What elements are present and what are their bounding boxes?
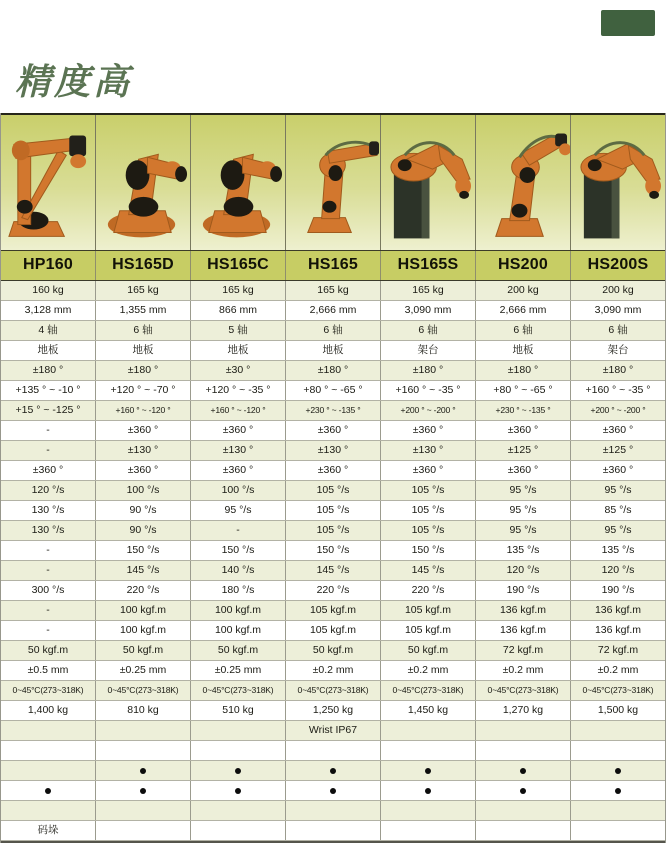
spec-cell: +200 ° ~ -200 °: [381, 401, 476, 420]
spec-cell: 145 °/s: [96, 561, 191, 580]
spec-cell: 100 kgf.m: [191, 601, 286, 620]
spec-cell: ±0.2 mm: [597, 664, 639, 676]
spec-row: [1, 761, 665, 781]
spec-cell: 130 °/s: [1, 521, 96, 540]
spec-cell: 90 °/s: [96, 501, 191, 520]
spec-cell: ±360 °: [286, 461, 381, 480]
feature-dot: [140, 788, 146, 794]
spec-cell: 200 kg: [602, 284, 634, 296]
spec-cell: ±360 °: [381, 461, 476, 480]
feature-dot: [425, 788, 431, 794]
spec-cell: 1,450 kg: [381, 701, 476, 720]
spec-cell: [1, 761, 96, 780]
spec-cell: [571, 801, 665, 820]
spec-cell: -: [1, 621, 96, 640]
spec-cell: [286, 741, 381, 760]
spec-cell: 5 轴: [191, 321, 286, 340]
spec-cell: Wrist IP67: [286, 721, 381, 740]
spec-cell: [286, 821, 381, 840]
spec-cell: 135 °/s: [476, 541, 571, 560]
spec-cell: +135 ° ~ -10 °: [1, 381, 96, 400]
spec-cell: +160 ° ~ -120 °: [96, 401, 191, 420]
spec-row: [1, 481, 665, 501]
spec-cell: 105 °/s: [286, 521, 381, 540]
spec-row: [1, 561, 665, 581]
spec-cell: ±130 °: [381, 441, 476, 460]
spec-cell: 2,666 mm: [476, 301, 571, 320]
spec-row: [1, 701, 665, 721]
spec-cell: +230 ° ~ -135 °: [286, 401, 381, 420]
spec-cell: [571, 741, 665, 760]
spec-cell: +160 ° ~ -35 °: [585, 384, 651, 396]
spec-cell: 140 °/s: [191, 561, 286, 580]
spec-row: [1, 501, 665, 521]
spec-cell: -: [1, 541, 96, 560]
spec-row: [1, 601, 665, 621]
spec-cell: 1,355 mm: [96, 301, 191, 320]
spec-cell: [1, 781, 96, 800]
spec-cell: 0~45°C(273~318K): [286, 681, 381, 700]
spec-cell: [96, 761, 191, 780]
spec-cell: 300 °/s: [1, 581, 96, 600]
spec-row: [1, 661, 665, 681]
spec-cell: [476, 801, 571, 820]
spec-cell: [96, 741, 191, 760]
spec-cell: ±125 °: [476, 441, 571, 460]
spec-cell: 190 °/s: [476, 581, 571, 600]
spec-cell: 100 °/s: [191, 481, 286, 500]
spec-cell: +160 ° ~ -35 °: [381, 381, 476, 400]
spec-cell: 100 kgf.m: [96, 621, 191, 640]
spec-cell: [476, 821, 571, 840]
spec-cell: [381, 741, 476, 760]
spec-cell: -: [1, 441, 96, 460]
spec-cell: 地板: [191, 341, 286, 360]
spec-cell: 105 kgf.m: [381, 601, 476, 620]
robot-hs165-image: [286, 115, 381, 250]
spec-cell: 85 °/s: [604, 504, 632, 516]
spec-cell: 120 °/s: [476, 561, 571, 580]
feature-dot: [615, 788, 621, 794]
feature-dot: [330, 788, 336, 794]
spec-row: [1, 381, 665, 401]
robot-hp160-image: [1, 115, 96, 250]
spec-cell: [286, 781, 381, 800]
robot-spec-table: [0, 113, 666, 843]
feature-dot: [45, 788, 51, 794]
spec-cell: 0~45°C(273~318K): [476, 681, 571, 700]
spec-cell: 3,090 mm: [594, 304, 642, 316]
feature-dot: [235, 788, 241, 794]
spec-row: [1, 741, 665, 761]
spec-cell: ±360 °: [602, 464, 634, 476]
spec-cell: +120 ° ~ -35 °: [191, 381, 286, 400]
spec-cell: ±360 °: [191, 421, 286, 440]
spec-cell: ±0.5 mm: [1, 661, 96, 680]
spec-cell: [381, 801, 476, 820]
spec-cell: ±180 °: [476, 361, 571, 380]
spec-cell: ±360 °: [96, 421, 191, 440]
spec-cell: 地板: [286, 341, 381, 360]
spec-cell: 地板: [96, 341, 191, 360]
spec-cell: [96, 801, 191, 820]
spec-cell: 95 °/s: [604, 484, 632, 496]
spec-cell: ±180 °: [1, 361, 96, 380]
spec-cell: 220 °/s: [381, 581, 476, 600]
spec-cell: 100 kgf.m: [191, 621, 286, 640]
spec-cell: 810 kg: [96, 701, 191, 720]
spec-cell: 200 kg: [476, 281, 571, 300]
spec-cell: [381, 721, 476, 740]
spec-cell: +80 ° ~ -65 °: [286, 381, 381, 400]
feature-dot: [615, 768, 621, 774]
spec-cell: 72 kgf.m: [597, 644, 639, 656]
spec-cell: 136 kgf.m: [476, 621, 571, 640]
spec-cell: 50 kgf.m: [286, 641, 381, 660]
spec-cell: 165 kg: [96, 281, 191, 300]
spec-cell: 136 kgf.m: [476, 601, 571, 620]
spec-cell: 100 °/s: [96, 481, 191, 500]
spec-cell: 150 °/s: [96, 541, 191, 560]
spec-cell: 95 °/s: [476, 501, 571, 520]
spec-cell: ±30 °: [191, 361, 286, 380]
spec-cell: ±360 °: [602, 424, 634, 436]
robot-hs200-image: [476, 115, 571, 250]
spec-cell: 95 °/s: [476, 521, 571, 540]
feature-dot: [140, 768, 146, 774]
spec-cell: 95 °/s: [191, 501, 286, 520]
spec-row: [1, 641, 665, 661]
spec-cell: 0~45°C(273~318K): [191, 681, 286, 700]
spec-row: [1, 621, 665, 641]
spec-cell: +80 ° ~ -65 °: [476, 381, 571, 400]
page-title: 精度高: [15, 62, 133, 103]
spec-cell: +230 ° ~ -135 °: [476, 401, 571, 420]
spec-cell: [286, 761, 381, 780]
robot-hs165d-image: [96, 115, 191, 250]
spec-cell: 1,270 kg: [476, 701, 571, 720]
robot-hs200s-image: [571, 115, 665, 250]
spec-cell: 105 °/s: [381, 481, 476, 500]
spec-cell: 220 °/s: [286, 581, 381, 600]
spec-cell: 105 °/s: [381, 521, 476, 540]
spec-cell: -: [1, 601, 96, 620]
spec-cell: 150 °/s: [286, 541, 381, 560]
spec-row: [1, 341, 665, 361]
spec-cell: 50 kgf.m: [381, 641, 476, 660]
spec-row: [1, 521, 665, 541]
spec-cell: 145 °/s: [381, 561, 476, 580]
spec-cell: [1, 741, 96, 760]
spec-cell: 地板: [1, 341, 96, 360]
spec-cell: 136 kgf.m: [594, 604, 642, 616]
spec-cell: [1, 721, 96, 740]
spec-cell: ±125 °: [602, 444, 634, 456]
spec-row: [1, 281, 665, 301]
feature-dot: [235, 768, 241, 774]
spec-cell: 6 轴: [608, 324, 628, 336]
spec-cell: ±130 °: [191, 441, 286, 460]
spec-cell: ±360 °: [381, 421, 476, 440]
feature-dot: [425, 768, 431, 774]
spec-cell: 90 °/s: [96, 521, 191, 540]
spec-cell: [381, 761, 476, 780]
spec-cell: +160 ° ~ -120 °: [191, 401, 286, 420]
spec-cell: 190 °/s: [601, 584, 635, 596]
spec-cell: [381, 821, 476, 840]
feature-dot: [520, 788, 526, 794]
spec-cell: ±180 °: [286, 361, 381, 380]
spec-cell: [476, 721, 571, 740]
model-header-hp160: HP160: [1, 251, 96, 280]
spec-cell: +200 ° ~ -200 °: [590, 405, 646, 415]
spec-cell: [191, 821, 286, 840]
spec-cell: 6 轴: [381, 321, 476, 340]
model-header-hs165: HS165: [286, 251, 381, 280]
robot-image-band: [1, 113, 665, 250]
spec-cell: 6 轴: [286, 321, 381, 340]
spec-cell: 6 轴: [96, 321, 191, 340]
table-bottom-border: [1, 841, 665, 843]
spec-cell: 1,400 kg: [1, 701, 96, 720]
spec-cell: 165 kg: [191, 281, 286, 300]
model-header-row: [1, 250, 665, 281]
spec-cell: ±360 °: [286, 421, 381, 440]
spec-cell: [476, 761, 571, 780]
spec-cell: 120 °/s: [1, 481, 96, 500]
spec-cell: 150 °/s: [381, 541, 476, 560]
spec-cell: 105 kgf.m: [381, 621, 476, 640]
spec-row: [1, 361, 665, 381]
spec-cell: 100 kgf.m: [96, 601, 191, 620]
spec-cell: ±360 °: [1, 461, 96, 480]
spec-row: [1, 821, 665, 841]
spec-cell: ±0.2 mm: [381, 661, 476, 680]
spec-row: [1, 421, 665, 441]
spec-row: [1, 321, 665, 341]
spec-cell: 1,500 kg: [597, 704, 639, 716]
model-header-hs200: HS200: [476, 251, 571, 280]
spec-cell: -: [1, 561, 96, 580]
spec-cell: ±0.25 mm: [96, 661, 191, 680]
corner-accent-tag: [601, 10, 655, 36]
spec-cell: 3,128 mm: [1, 301, 96, 320]
spec-cell: [571, 781, 665, 800]
spec-cell: 105 kgf.m: [286, 621, 381, 640]
spec-cell: 135 °/s: [601, 544, 635, 556]
spec-cell: [191, 761, 286, 780]
spec-cell: 105 °/s: [286, 481, 381, 500]
spec-cell: [571, 721, 665, 740]
spec-cell: 105 °/s: [381, 501, 476, 520]
spec-cell: [476, 741, 571, 760]
feature-dot: [520, 768, 526, 774]
spec-cell: ±0.2 mm: [286, 661, 381, 680]
spec-cell: 0~45°C(273~318K): [381, 681, 476, 700]
spec-cell: 3,090 mm: [381, 301, 476, 320]
spec-cell: 145 °/s: [286, 561, 381, 580]
spec-cell: ±0.2 mm: [476, 661, 571, 680]
spec-row: [1, 681, 665, 701]
spec-cell: [191, 781, 286, 800]
spec-cell: 136 kgf.m: [594, 624, 642, 636]
spec-cell: 180 °/s: [191, 581, 286, 600]
model-header-hs165c: HS165C: [191, 251, 286, 280]
spec-cell: 50 kgf.m: [191, 641, 286, 660]
spec-cell: ±360 °: [476, 421, 571, 440]
spec-cell: ±180 °: [602, 364, 634, 376]
spec-cell: -: [191, 521, 286, 540]
spec-cell: 2,666 mm: [286, 301, 381, 320]
model-header-hs165d: HS165D: [96, 251, 191, 280]
spec-cell: 0~45°C(273~318K): [582, 685, 654, 695]
spec-cell: 95 °/s: [604, 524, 632, 536]
spec-rows: [1, 281, 665, 841]
spec-row: [1, 581, 665, 601]
spec-row: [1, 801, 665, 821]
spec-cell: ±180 °: [96, 361, 191, 380]
spec-cell: [476, 781, 571, 800]
spec-cell: -: [1, 421, 96, 440]
spec-cell: [191, 741, 286, 760]
spec-cell: [96, 781, 191, 800]
spec-row: [1, 461, 665, 481]
spec-cell: 160 kg: [1, 281, 96, 300]
spec-cell: ±130 °: [286, 441, 381, 460]
spec-cell: [191, 721, 286, 740]
spec-cell: [96, 721, 191, 740]
spec-cell: ±0.25 mm: [191, 661, 286, 680]
spec-cell: 架台: [381, 341, 476, 360]
spec-cell: 105 kgf.m: [286, 601, 381, 620]
spec-cell: ±360 °: [96, 461, 191, 480]
spec-cell: 165 kg: [286, 281, 381, 300]
spec-cell: [1, 801, 96, 820]
spec-cell: +120 ° ~ -70 °: [96, 381, 191, 400]
robot-hs165c-image: [191, 115, 286, 250]
spec-cell: ±130 °: [96, 441, 191, 460]
spec-cell: [191, 801, 286, 820]
spec-cell: 0~45°C(273~318K): [1, 681, 96, 700]
spec-cell: 50 kgf.m: [96, 641, 191, 660]
spec-row: [1, 401, 665, 421]
spec-cell: 72 kgf.m: [476, 641, 571, 660]
spec-cell: ±180 °: [381, 361, 476, 380]
spec-cell: [286, 801, 381, 820]
feature-dot: [330, 768, 336, 774]
spec-cell: 220 °/s: [96, 581, 191, 600]
spec-cell: 6 轴: [476, 321, 571, 340]
spec-cell: [571, 761, 665, 780]
spec-cell: 510 kg: [191, 701, 286, 720]
spec-cell: [571, 821, 665, 840]
spec-cell: 码垛: [1, 821, 96, 840]
spec-row: [1, 441, 665, 461]
spec-cell: 866 mm: [191, 301, 286, 320]
spec-cell: 地板: [476, 341, 571, 360]
spec-cell: 105 °/s: [286, 501, 381, 520]
spec-cell: 165 kg: [381, 281, 476, 300]
spec-cell: ±360 °: [476, 461, 571, 480]
spec-cell: 1,250 kg: [286, 701, 381, 720]
spec-cell: 95 °/s: [476, 481, 571, 500]
spec-cell: 120 °/s: [601, 564, 635, 576]
spec-cell: 0~45°C(273~318K): [96, 681, 191, 700]
spec-row: [1, 301, 665, 321]
spec-row: [1, 721, 665, 741]
spec-cell: 130 °/s: [1, 501, 96, 520]
spec-cell: 4 轴: [1, 321, 96, 340]
model-header-hs165s: HS165S: [381, 251, 476, 280]
spec-cell: [381, 781, 476, 800]
spec-cell: 150 °/s: [191, 541, 286, 560]
spec-row: [1, 781, 665, 801]
spec-cell: 架台: [607, 344, 629, 356]
spec-cell: +15 ° ~ -125 °: [1, 401, 96, 420]
spec-cell: ±360 °: [191, 461, 286, 480]
spec-cell: [96, 821, 191, 840]
robot-hs165s-image: [381, 115, 476, 250]
spec-row: [1, 541, 665, 561]
model-header-hs200s: HS200S: [587, 256, 649, 273]
spec-cell: 50 kgf.m: [1, 641, 96, 660]
